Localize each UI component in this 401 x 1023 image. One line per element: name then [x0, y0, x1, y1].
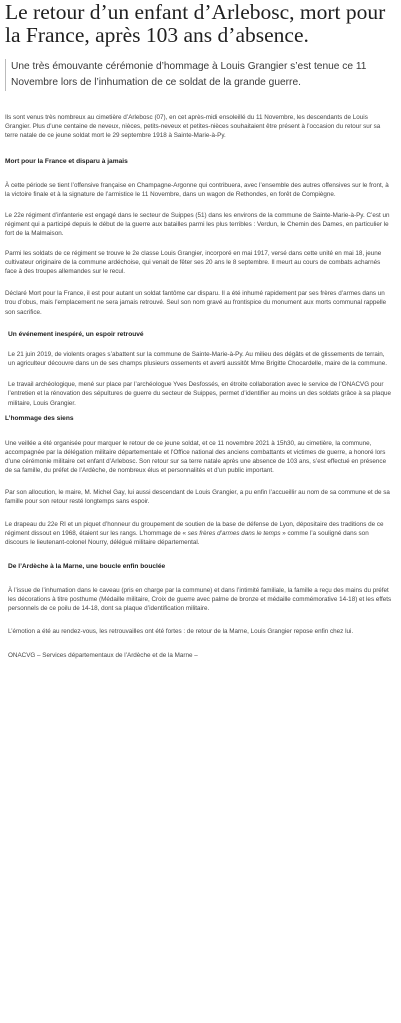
section-heading: Un événement inespéré, un espoir retrouvé [8, 330, 144, 338]
section-heading: L’hommage des siens [5, 414, 74, 422]
paragraph: Par son allocution, le maire, M. Michel Gay, lui aussi descendant de Louis Grangier, a pu enfin l’accueillir au nom de sa commune et de sa famille pour son retour resté longtemps sans espoir. [5, 488, 390, 505]
article-body [5, 113, 393, 660]
paragraph: À l’issue de l’inhumation dans le caveau (pris en charge par la commune) et dans l’intimité familiale, la famille a reçu des mains du préfet les décorations à titre posthume (Médaille militaire, Croix de guerre avec palme de bronze et médaille commémorative 14-18) et les effets personnels de ce poilu de 14-18, dont sa plaque d’identification militaire. [8, 586, 392, 613]
paragraph-text: Le drapeau du 22e RI et un piquet d’honneur du groupement de soutien de la base de défense de Lyon, dépositaire des traditions de ce régiment dissout en 1968, étaient sur les rangs. L’hommage de « [5, 521, 384, 538]
paragraph: Ils sont venus très nombreux au cimetière d’Arlebosc (07), en cet après-midi ensoleillé du 11 Novembre, les descendants de Louis Grangier. Plus d’une centaine de neveux, nièces, petits-neveux et petites-nièces souhaitaient être présent à l’occasion du retour sur sa terre natale de ce jeune soldat mort le 29 septembre 1918 à Sainte-Marie-à-Py. [5, 114, 381, 140]
paragraph: Le travail archéologique, mené sur place par l’archéologue Yves Desfossés, en étroite collaboration avec le service de l’ONACVG pour l’entretien et la rénovation des sépultures de guerre du secteur de Suippes, permet d’identifier au moins un des soldats grâce à sa plaque militaire, Louis Grangier. [8, 381, 391, 407]
paragraph: ONACVG – Services départementaux de l’Ardèche et de la Marne – [8, 651, 198, 659]
section-heading: De l’Ardèche à la Marne, une boucle enfin bouclée [8, 562, 166, 570]
paragraph: À cette période se tient l’offensive française en Champagne-Argonne qui contribuera, avec l’ensemble des autres offensives sur le front, à la victoire finale et à la signature de l’armistice le 11 Novembre, dans un wagon de Rethondes, en forêt de Compiègne. [5, 181, 389, 198]
paragraph: Le 22e régiment d’infanterie est engagé dans le secteur de Suippes (51) dans les environs de la commune de Sainte-Marie-à-Py. C’est un régiment qui a participé depuis le début de la guerre aux batailles parmi les plus terribles : Verdun, le Chemin des Dames, en particulier le fort de la Malmaison. [5, 212, 390, 238]
paragraph: Parmi les soldats de ce régiment se trouve le 2e classe Louis Grangier, incorporé en mai 1917, versé dans cette unité en mai 18, jeune cultivateur originaire de la commune ardéchoise, qui venait de fêter ses 20 ans le 8 septembre. Il meurt au cours de combats acharnés face à des troupes allemandes sur le recul. [5, 249, 382, 276]
paragraph: Le 21 juin 2019, de violents orages s’abattent sur la commune de Sainte-Marie-à-Py. Au milieu des dégâts et de glissements de terrain, un agriculteur découvre dans un de ses champs plusieurs ossements et averti aussitôt Mme Brigitte Chocardelle, maire de la commune. [8, 350, 388, 368]
paragraph: Une veillée a été organisée pour marquer le retour de ce jeune soldat, et ce 11 novembre 2021 à 15h30, au cimetière, la commune, accompagnée par la délégation militaire départementale et l’Office national des anciens combattants et victimes de guerre, a honoré lors d’une cérémonie militaire cet enfant d’Arlebosc. Son retour sur sa terre natale après une absence de 103 ans, s’est effectué en présence de sa famille, du préfet de l’Ardèche, de nombreux élus et personnalités et d’un public important. [5, 439, 387, 475]
section-heading: Mort pour la France et disparu à jamais [5, 157, 128, 165]
article-lead: Une très émouvante cérémonie d’hommage à Louis Grangier s’est tenue ce 11 Novembre lors de l’inhumation de ce soldat de la grande guerre. [5, 59, 393, 91]
paragraph [5, 520, 393, 548]
paragraph-text: » comme l’a souligné dans son discours le lieutenant-colonel Nourry, délégué militaire départemental. [5, 530, 369, 547]
article-title: Le retour d’un enfant d’Arlebosc, mort pour la France, après 103 ans d’absence. [5, 0, 386, 47]
paragraph: Déclaré Mort pour la France, il est pour autant un soldat fantôme car disparu. Il a été inhumé rapidement par ses frères d’armes dans un trou d’obus, mais l’emplacement ne sera jamais retrouvé. Seul son nom gravé au frontispice du monument aux morts communal rappelle son sacrifice. [5, 290, 387, 316]
paragraph: L’émotion a été au rendez-vous, les retrouvailles ont été fortes : de retour de la Marne, Louis Grangier repose enfin chez lui. [8, 628, 354, 636]
quote-emphasis: ses frères d’armes dans le temps [185, 530, 283, 538]
